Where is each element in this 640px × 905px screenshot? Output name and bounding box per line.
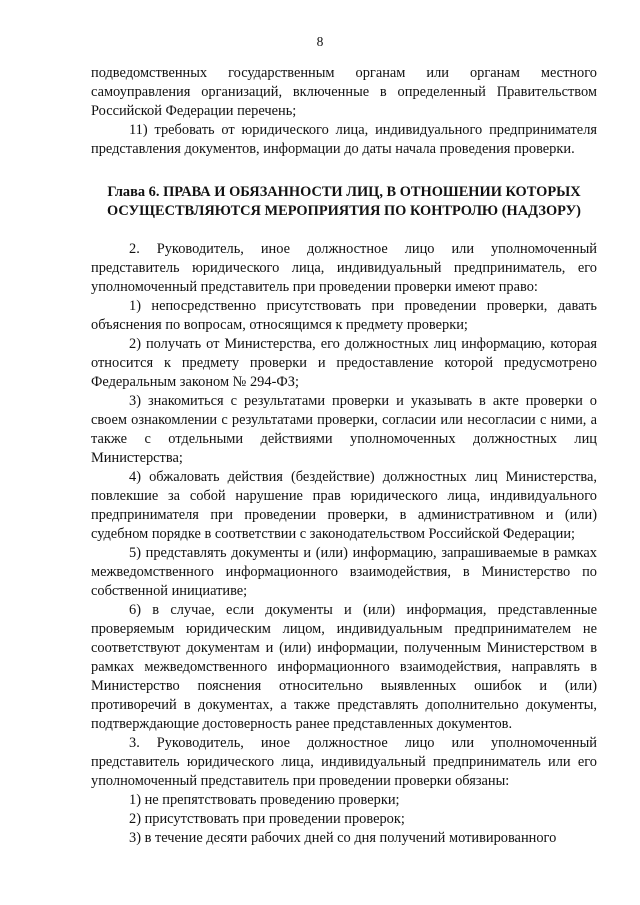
paragraph: 3. Руководитель, иное должностное лицо или уполномоченный представитель юридического лица, индивидуальный предприниматель или его уполномоченный представитель при проведении проверки обязаны:: [91, 735, 597, 789]
list-item: 5) представлять документы и (или) информацию, запрашиваемые в рамках межведомственного информационного взаимодействия, в Министерство по собственной инициативе;: [91, 545, 597, 599]
paragraph: подведомственных государственным органам или органам местного самоуправления организаций, включенные в определенный Правительством Российской Федерации перечень;: [91, 65, 597, 119]
page-number: 8: [316, 34, 324, 49]
list-item: 3) в течение десяти рабочих дней со дня получений мотивированного: [129, 830, 557, 846]
list-item: 1) не препятствовать проведению проверки;: [129, 792, 400, 808]
document-body: [91, 64, 597, 848]
paragraph: 2. Руководитель, иное должностное лицо или уполномоченный представитель юридического лица, индивидуальный предприниматель, его уполномоченный представитель при проведении проверки имеют право:: [91, 241, 597, 295]
list-item: 3) знакомиться с результатами проверки и указывать в акте проверки о своем ознакомлении с результатами проверки, согласии или несогласии с ними, а также с отдельными действиями уполномоченных должностных лиц Министерства;: [91, 393, 597, 466]
list-item: 2) присутствовать при проведении проверок;: [129, 811, 405, 827]
list-item: 2) получать от Министерства, его должностных лиц информацию, которая относится к предмету проверки и предоставление которой предусмотрено Федеральным законом № 294-ФЗ;: [91, 336, 597, 390]
paragraph: 11) требовать от юридического лица, индивидуального предпринимателя представления документов, информации до даты начала проведения проверки.: [91, 122, 597, 157]
list-item: 1) непосредственно присутствовать при проведении проверки, давать объяснения по вопросам, относящимся к предмету проверки;: [91, 298, 597, 333]
list-item: 6) в случае, если документы и (или) информация, представленные проверяемым юридическим лицом, индивидуальным предпринимателем не соответствуют документам и (или) информации, полученным Министерством в рамках межведомственного информационного взаимодействия, направлять в Министерство пояснения относительно выявленных ошибок и (или) противоречий в документах, а также представлять дополнительно документы, подтверждающие достоверность ранее представленных документов.: [91, 602, 597, 732]
chapter-heading: Глава 6. ПРАВА И ОБЯЗАННОСТИ ЛИЦ, В ОТНОШЕНИИ КОТОРЫХ ОСУЩЕСТВЛЯЮТСЯ МЕРОПРИЯТИЯ ПО КОНТРОЛЮ (НАДЗОРУ): [107, 184, 581, 219]
list-item: 4) обжаловать действия (бездействие) должностных лиц Министерства, повлекшие за собой нарушение прав юридического лица, индивидуального предпринимателя при проведении проверки, в административном и (или) судебном порядке в соответствии с законодательством Российской Федерации;: [91, 469, 597, 542]
